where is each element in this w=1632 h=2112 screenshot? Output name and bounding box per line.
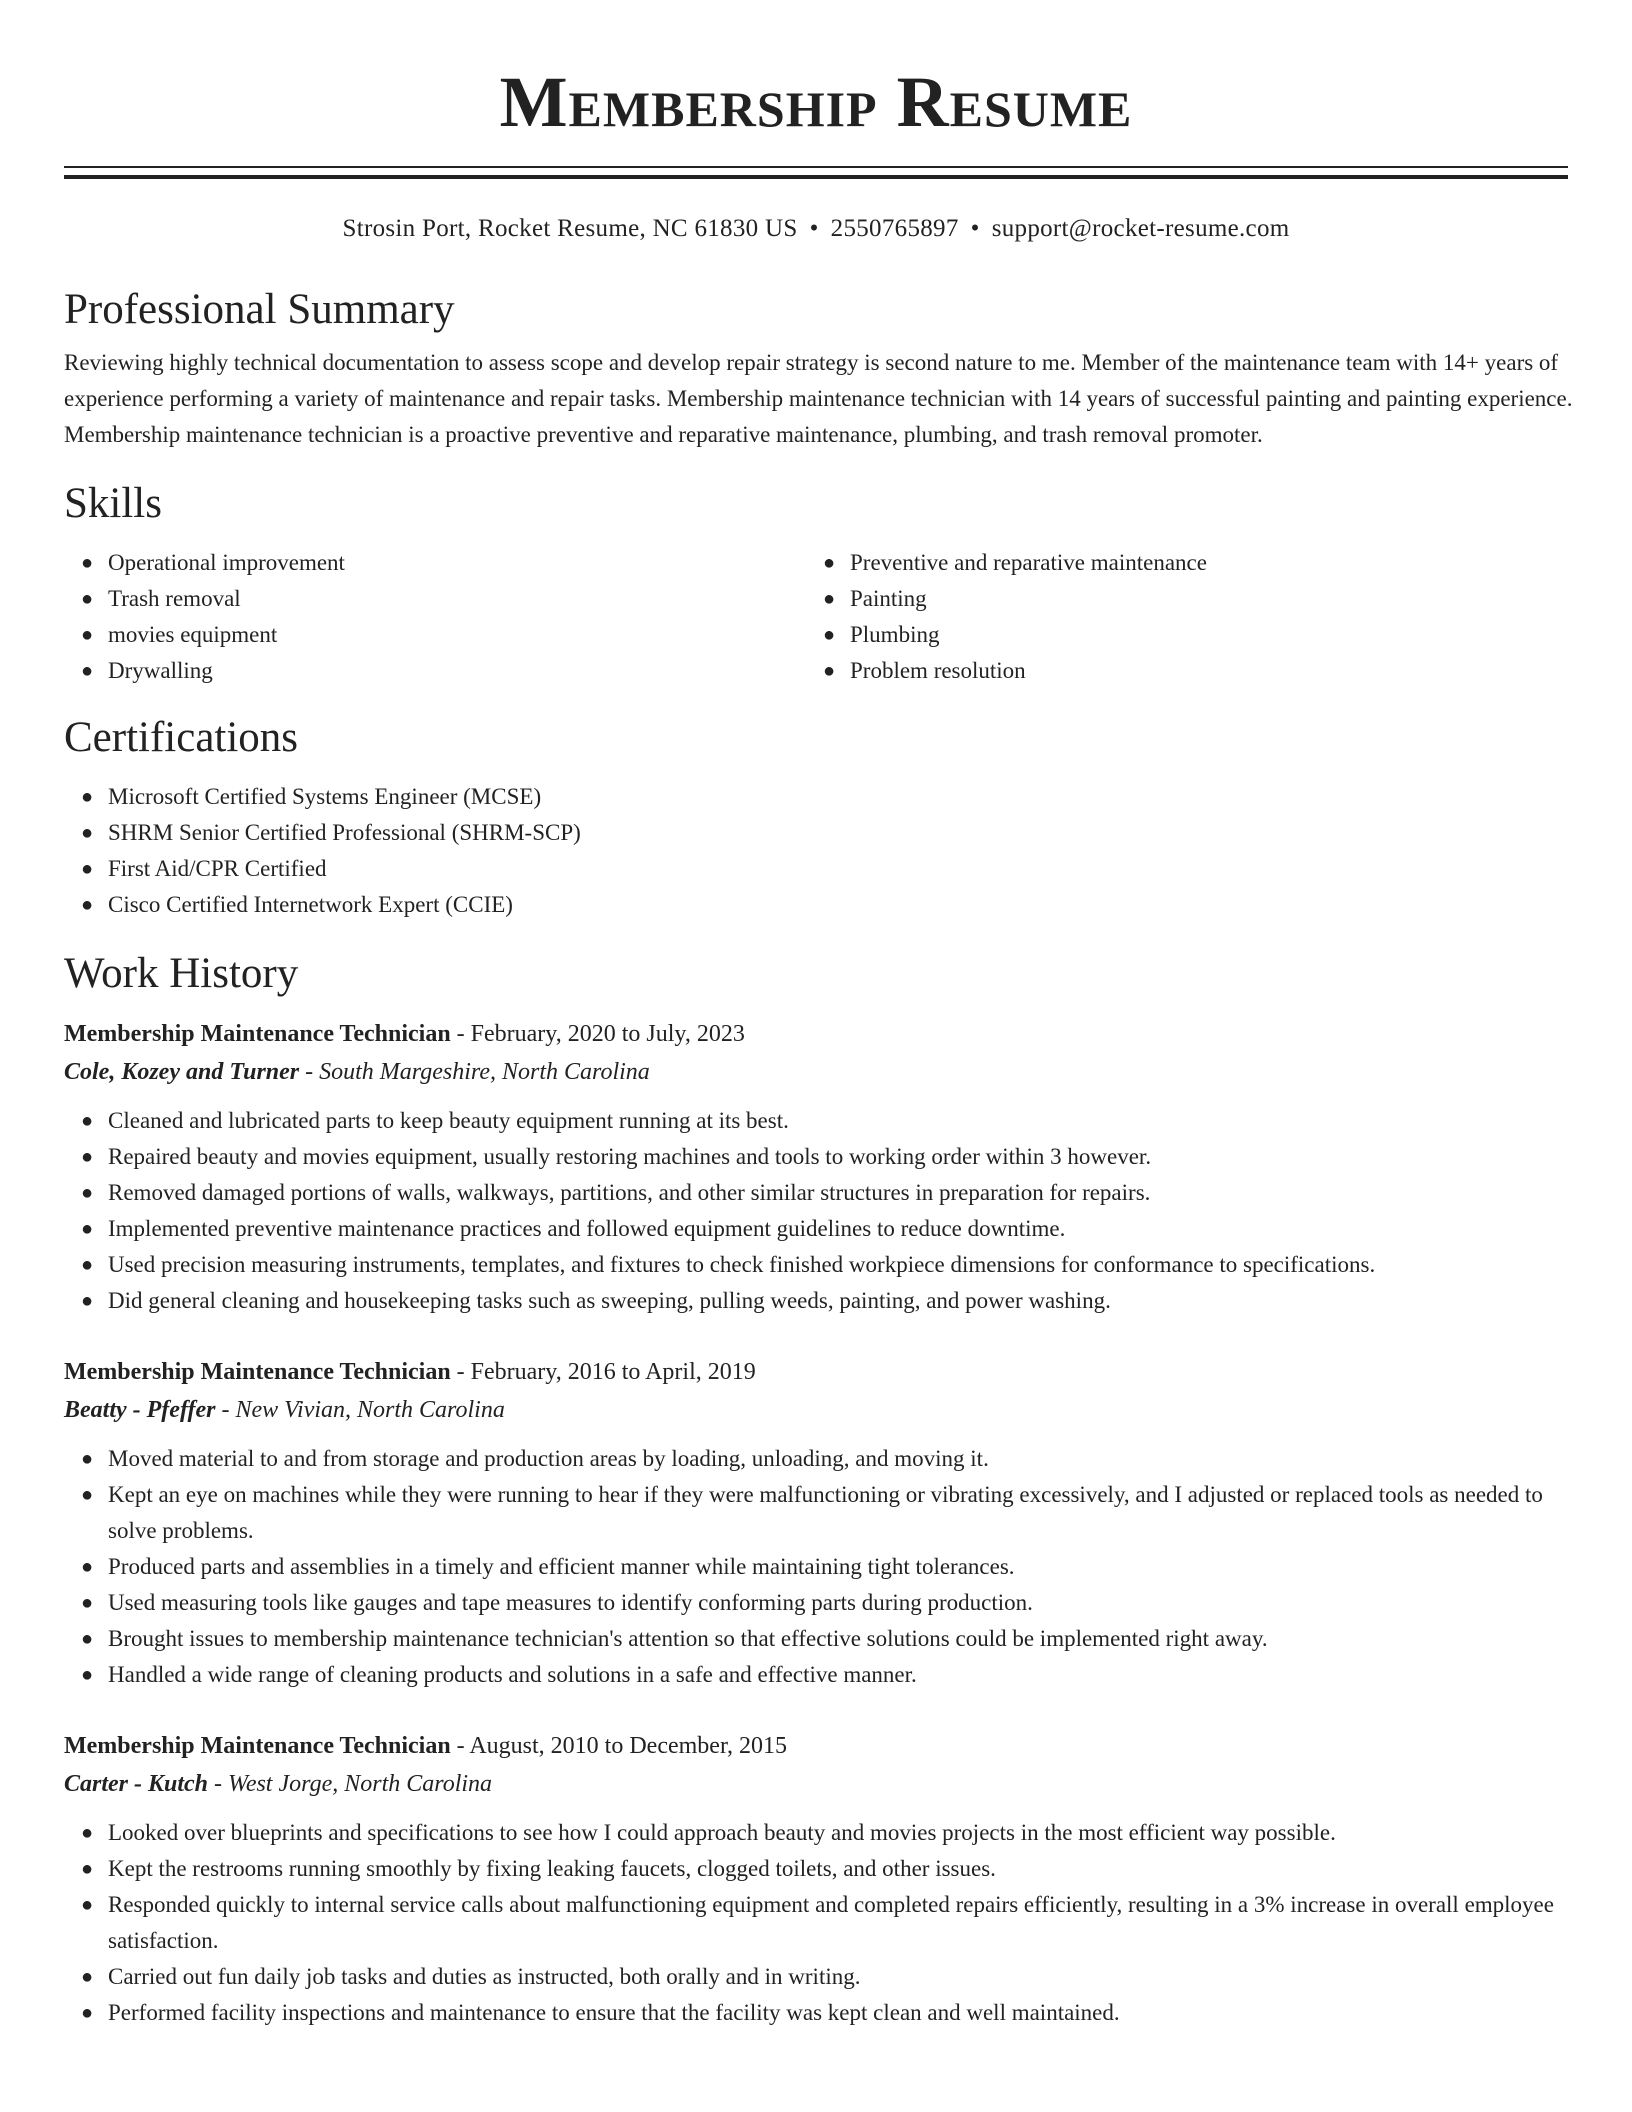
- bullet-icon: ●: [81, 2002, 94, 2024]
- bullet-icon: ●: [81, 1146, 94, 1168]
- bullet-icon: ●: [81, 858, 94, 880]
- skills-heading: Skills: [64, 480, 162, 527]
- job-duty-item: ● Cleaned and lubricated parts to keep beauty equipment running at its best.: [64, 1103, 1568, 1139]
- title-rule-bottom: [64, 175, 1568, 179]
- job-title-line: [64, 1353, 1568, 1391]
- resume-title: Membership Resume: [499, 62, 1133, 142]
- certifications-heading: Certifications: [64, 714, 299, 761]
- bullet-icon: ●: [81, 894, 94, 916]
- skill-item: ● Drywalling: [64, 653, 806, 689]
- job-duty-item: ● Used precision measuring instruments, templates, and fixtures to check finished workpiece dimensions for conformance to specifications.: [64, 1247, 1568, 1283]
- bullet-icon: ●: [81, 1218, 94, 1240]
- bullet-icon: ●: [81, 1556, 94, 1578]
- job-duty-item: ● Did general cleaning and housekeeping tasks such as sweeping, pulling weeds, painting, and power washing.: [64, 1283, 1568, 1319]
- contact-separator: •: [809, 215, 819, 242]
- job-location: - New Vivian, North Carolina: [215, 1397, 505, 1423]
- job-duty-item: ● Moved material to and from storage and production areas by loading, unloading, and moving it.: [64, 1441, 1568, 1477]
- certification-item: ● First Aid/CPR Certified: [64, 851, 1568, 887]
- bullet-icon: ●: [81, 1290, 94, 1312]
- skills-list-left: [64, 545, 806, 689]
- summary-heading: Professional Summary: [64, 286, 455, 333]
- certification-item: ● Cisco Certified Internetwork Expert (CCIE): [64, 887, 1568, 923]
- job-duty-item: ● Responded quickly to internal service calls about malfunctioning equipment and completed repairs efficiently, resulting in a 3% increase in overall employee satisfaction.: [64, 1887, 1568, 1959]
- job-duties: [64, 1441, 1568, 1693]
- certifications-list: [64, 779, 1568, 923]
- job-duty-item: ● Implemented preventive maintenance practices and followed equipment guidelines to reduce downtime.: [64, 1211, 1568, 1247]
- certification-item: ● SHRM Senior Certified Professional (SHRM-SCP): [64, 815, 1568, 851]
- job-duties: [64, 1103, 1568, 1319]
- job-company-line: [64, 1053, 1568, 1091]
- job-duty-item: ● Produced parts and assemblies in a timely and efficient manner while maintaining tight tolerances.: [64, 1549, 1568, 1585]
- contact-phone: 2550765897: [830, 215, 959, 242]
- job-duty-item: ● Removed damaged portions of walls, walkways, partitions, and other similar structures in preparation for repairs.: [64, 1175, 1568, 1211]
- skills-list-right: [806, 545, 1548, 689]
- job-location: - South Margeshire, North Carolina: [299, 1059, 650, 1085]
- job-location: - West Jorge, North Carolina: [208, 1771, 493, 1797]
- bullet-icon: ●: [81, 588, 94, 610]
- bullet-icon: ●: [81, 624, 94, 646]
- job-company: Beatty - Pfeffer: [64, 1397, 216, 1423]
- bullet-icon: ●: [81, 822, 94, 844]
- bullet-icon: ●: [81, 786, 94, 808]
- bullet-icon: ●: [81, 1592, 94, 1614]
- certification-item: ● Microsoft Certified Systems Engineer (MCSE): [64, 779, 1568, 815]
- job-title: Membership Maintenance Technician: [64, 1021, 451, 1047]
- job-duty-item: ● Performed facility inspections and maintenance to ensure that the facility was kept clean and well maintained.: [64, 1995, 1568, 2031]
- contact-separator: •: [970, 215, 980, 242]
- title-rule-top: [64, 166, 1568, 168]
- bullet-icon: ●: [81, 1448, 94, 1470]
- summary-text: Reviewing highly technical documentation to assess scope and develop repair strategy is second nature to me. Member of the maintenance team with 14+ years of experience performing a variety of maintenance and repair tasks. Membership maintenance technician with 14 years of successful painting and painting experience. Membership maintenance technician is a proactive preventive and reparative maintenance, plumbing, and trash removal promoter.: [64, 350, 1573, 447]
- job-company: Carter - Kutch: [64, 1771, 209, 1797]
- bullet-icon: ●: [81, 1628, 94, 1650]
- job-duty-item: ● Repaired beauty and movies equipment, usually restoring machines and tools to working order within 3 however.: [64, 1139, 1568, 1175]
- bullet-icon: ●: [81, 1182, 94, 1204]
- bullet-icon: ●: [81, 1664, 94, 1686]
- job-duty-item: ● Used measuring tools like gauges and tape measures to identify conforming parts during production.: [64, 1585, 1568, 1621]
- skill-item: ● Plumbing: [806, 617, 1548, 653]
- job-company-line: [64, 1765, 1568, 1803]
- bullet-icon: ●: [81, 1894, 94, 1916]
- bullet-icon: ●: [81, 1858, 94, 1880]
- job-company: Cole, Kozey and Turner: [64, 1059, 300, 1085]
- job-duty-item: ● Handled a wide range of cleaning products and solutions in a safe and effective manner.: [64, 1657, 1568, 1693]
- bullet-icon: ●: [81, 1110, 94, 1132]
- bullet-icon: ●: [823, 624, 836, 646]
- job-dates: - August, 2010 to December, 2015: [450, 1733, 787, 1759]
- skill-item: ● Trash removal: [64, 581, 806, 617]
- job-duties: [64, 1815, 1568, 2031]
- job-title-line: [64, 1015, 1568, 1053]
- job-title: Membership Maintenance Technician: [64, 1733, 451, 1759]
- contact-line: [64, 213, 1568, 245]
- bullet-icon: ●: [81, 660, 94, 682]
- skills-columns: [64, 545, 1568, 689]
- contact-email[interactable]: support@rocket-resume.com: [991, 215, 1290, 242]
- job-company-line: [64, 1391, 1568, 1429]
- job-title: Membership Maintenance Technician: [64, 1359, 451, 1385]
- job-entry: [64, 1353, 1568, 1693]
- job-duty-item: ● Carried out fun daily job tasks and duties as instructed, both orally and in writing.: [64, 1959, 1568, 1995]
- job-title-line: [64, 1727, 1568, 1765]
- bullet-icon: ●: [81, 1822, 94, 1844]
- bullet-icon: ●: [823, 660, 836, 682]
- job-dates: - February, 2020 to July, 2023: [450, 1021, 745, 1047]
- job-entry: [64, 1727, 1568, 2031]
- job-duty-item: ● Kept an eye on machines while they were running to hear if they were malfunctioning or vibrating excessively, and I adjusted or replaced tools as needed to solve problems.: [64, 1477, 1568, 1549]
- bullet-icon: ●: [823, 552, 836, 574]
- skill-item: ● Operational improvement: [64, 545, 806, 581]
- bullet-icon: ●: [81, 1966, 94, 1988]
- skill-item: ● Problem resolution: [806, 653, 1548, 689]
- work-history-heading: Work History: [64, 950, 299, 997]
- bullet-icon: ●: [81, 552, 94, 574]
- job-duty-item: ● Kept the restrooms running smoothly by fixing leaking faucets, clogged toilets, and other issues.: [64, 1851, 1568, 1887]
- bullet-icon: ●: [823, 588, 836, 610]
- bullet-icon: ●: [81, 1254, 94, 1276]
- job-duty-item: ● Brought issues to membership maintenance technician's attention so that effective solutions could be implemented right away.: [64, 1621, 1568, 1657]
- job-entry: [64, 1015, 1568, 1319]
- job-duty-item: ● Looked over blueprints and specifications to see how I could approach beauty and movies projects in the most efficient way possible.: [64, 1815, 1568, 1851]
- job-dates: - February, 2016 to April, 2019: [450, 1359, 756, 1385]
- skill-item: ● Painting: [806, 581, 1548, 617]
- skill-item: ● movies equipment: [64, 617, 806, 653]
- skill-item: ● Preventive and reparative maintenance: [806, 545, 1548, 581]
- contact-address: Strosin Port, Rocket Resume, NC 61830 US: [342, 215, 798, 242]
- bullet-icon: ●: [81, 1484, 94, 1506]
